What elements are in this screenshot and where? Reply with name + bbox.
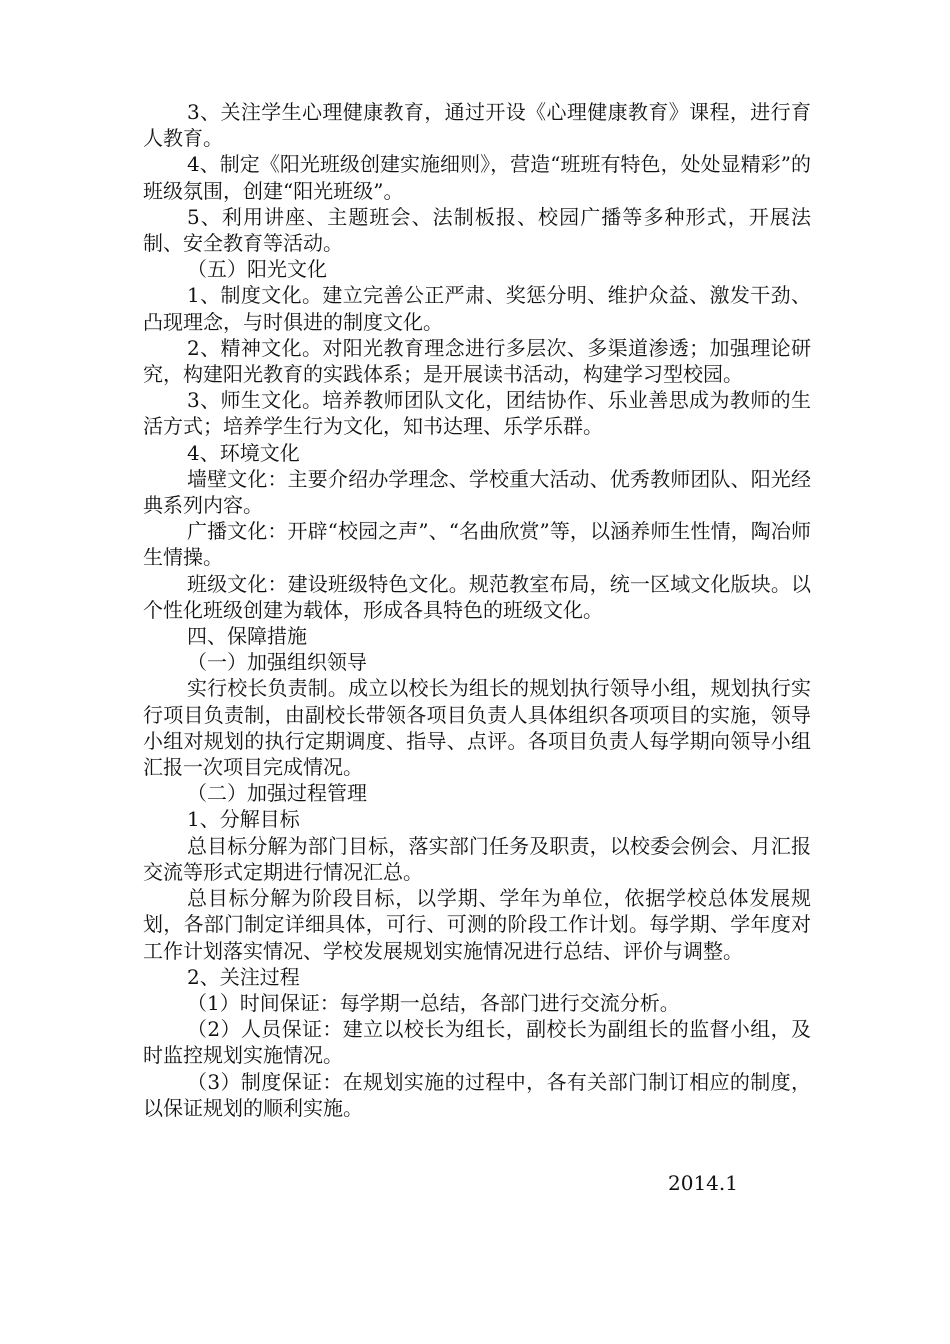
section-heading: （五）阳光文化 xyxy=(187,257,327,282)
subsection-heading: 2、关注过程 xyxy=(187,964,300,989)
paragraph: 墙壁文化：主要介绍办学理念、学校重大活动、优秀教师团队、阳光经典系列内容。 xyxy=(143,466,811,518)
document-date: 2014.1 xyxy=(668,1171,738,1195)
paragraph: 3、师生文化。培养教师团队文化，团结协作、乐业善思成为教师的生活方式；培养学生行为文化，知书达理、乐学乐群。 xyxy=(143,388,811,439)
paragraph: 广播文化：开辟“校园之声”、“名曲欣赏”等，以涵养师生性情，陶冶师生情操。 xyxy=(143,519,811,570)
paragraph: （1）时间保证：每学期一总结，各部门进行交流分析。 xyxy=(187,990,680,1015)
paragraph: 班级文化：建设班级特色文化。规范教室布局，统一区域文化版块。以个性化班级创建为载体，形成各具特色的班级文化。 xyxy=(143,571,811,622)
paragraph: 实行校长负责制。成立以校长为组长的规划执行领导小组，规划执行实行项目负责制，由副校长带领各项目负责人具体组织各项项目的实施，领导小组对规划的执行定期调度、指导、点评。各项目负责人每学期向领导小组汇报一次项目完成情况。 xyxy=(143,676,811,780)
paragraph: 5、利用讲座、主题班会、法制板报、校园广播等多种形式，开展法制、安全教育等活动。 xyxy=(143,204,811,256)
section-heading: （二）加强过程管理 xyxy=(187,781,367,806)
paragraph: （3）制度保证：在规划实施的过程中，各有关部门制订相应的制度，以保证规划的顺利实施。 xyxy=(143,1069,811,1120)
paragraph: 4、制定《阳光班级创建实施细则》，营造“班班有特色，处处显精彩”的班级氛围，创建“阳光班级”。 xyxy=(143,152,811,203)
section-heading: 四、保障措施 xyxy=(187,624,307,649)
paragraph: 总目标分解为阶段目标，以学期、学年为单位，依据学校总体发展规划，各部门制定详细具体，可行、可测的阶段工作计划。每学期、学年度对工作计划落实情况、学校发展规划实施情况进行总结、评价与调整。 xyxy=(143,886,811,963)
paragraph: 总目标分解为部门目标，落实部门任务及职责，以校委会例会、月汇报交流等形式定期进行情况汇总。 xyxy=(143,833,811,884)
document-body xyxy=(143,99,811,1121)
subsection-heading: 4、环境文化 xyxy=(187,440,300,465)
paragraph: 1、制度文化。建立完善公正严肃、奖惩分明、维护众益、激发干劲、凸现理念，与时俱进的制度文化。 xyxy=(143,283,811,334)
subsection-heading: 1、分解目标 xyxy=(187,807,300,832)
paragraph: 2、精神文化。对阳光教育理念进行多层次、多渠道渗透；加强理论研究，构建阳光教育的实践体系；是开展读书活动，构建学习型校园。 xyxy=(143,335,811,387)
paragraph: 3、关注学生心理健康教育，通过开设《心理健康教育》课程，进行育人教育。 xyxy=(143,100,811,151)
section-heading: （一）加强组织领导 xyxy=(187,650,367,675)
paragraph: （2）人员保证：建立以校长为组长，副校长为副组长的监督小组，及时监控规划实施情况。 xyxy=(143,1017,811,1068)
